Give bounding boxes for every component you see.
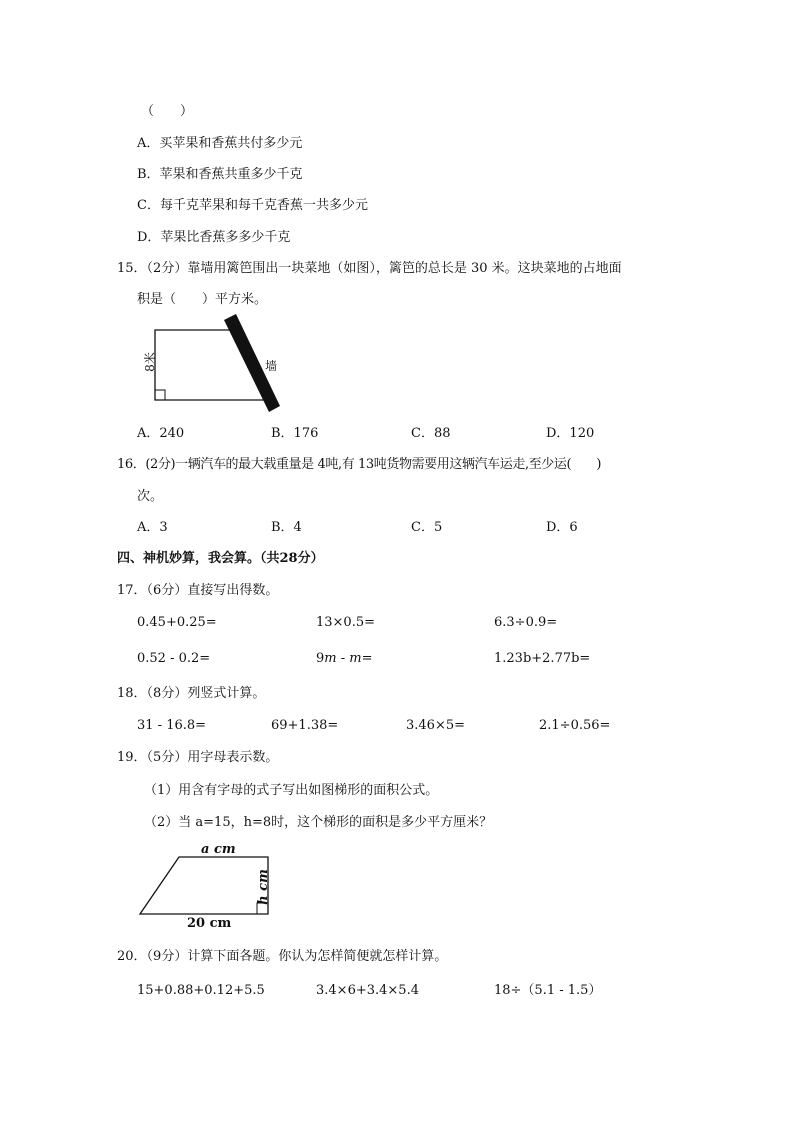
q15-stem-line2: 积是（ ）平方米。 bbox=[137, 292, 268, 307]
q19-fig-side-label: h cm bbox=[255, 869, 271, 905]
q19-sub2: （2）当 a=15，h=8时，这个梯形的面积是多少平方厘米？ bbox=[144, 815, 493, 830]
q15-fig-side-label: 8米 bbox=[142, 352, 157, 372]
q15-option-b: B．176 bbox=[271, 426, 319, 441]
section-4-title: 四、神机妙算，我会算。（共28分） bbox=[117, 551, 324, 566]
q14-option-a: A．买苹果和香蕉共付多少元 bbox=[137, 136, 303, 151]
q16-stem-line2: 次。 bbox=[137, 489, 164, 504]
q18-item-3: 3.46×5= bbox=[406, 718, 466, 733]
right-angle-mark bbox=[155, 390, 165, 400]
q19-sub1: （1）用含有字母的式子写出如图梯形的面积公式。 bbox=[144, 783, 439, 798]
q17-stem: 17．（6分）直接写出得数。 bbox=[117, 583, 279, 598]
q14-paren: （ ） bbox=[141, 104, 194, 119]
q20-item-1: 15+0.88+0.12+5.5 bbox=[137, 983, 265, 998]
q18-item-1: 31 - 16.8= bbox=[137, 718, 207, 733]
q18-item-2: 69+1.38= bbox=[271, 718, 339, 733]
q18-stem: 18．（8分）列竖式计算。 bbox=[117, 686, 266, 701]
q17-item-5: 9m - m= bbox=[316, 651, 373, 666]
q16-stem-line1: 16．(2分)一辆汽车的最大载重量是 4吨,有 13吨货物需要用这辆汽车运走,至少运( ) bbox=[117, 457, 602, 472]
q16-option-d: D．6 bbox=[546, 520, 578, 535]
q14-option-b: B．苹果和香蕉共重多少千克 bbox=[137, 167, 303, 182]
q17-item-4: 0.52 - 0.2= bbox=[137, 651, 211, 666]
q17-item-3: 6.3÷0.9= bbox=[494, 615, 558, 630]
q20-stem: 20．（9分）计算下面各题。你认为怎样简便就怎样计算。 bbox=[117, 949, 448, 964]
q14-option-c: C．每千克苹果和每千克香蕉一共多少元 bbox=[137, 198, 368, 213]
q20-item-2: 3.4×6+3.4×5.4 bbox=[316, 983, 419, 998]
q16-option-b: B．4 bbox=[271, 520, 302, 535]
q19-stem: 19．（5分）用字母表示数。 bbox=[117, 750, 279, 765]
q17-item-1: 0.45+0.25= bbox=[137, 615, 217, 630]
trapezoid-outline bbox=[140, 857, 268, 914]
q15-stem-line1: 15．（2分）靠墙用篱笆围出一块菜地（如图），篱笆的总长是 30 米。这块菜地的占地面 bbox=[117, 261, 622, 276]
q19-fig-bottom-label: 20 cm bbox=[187, 916, 232, 931]
q15-option-d: D．120 bbox=[546, 426, 595, 441]
q16-option-a: A．3 bbox=[137, 520, 168, 535]
q15-fig-wall-label: 墙 bbox=[265, 359, 278, 373]
q18-item-4: 2.1÷0.56= bbox=[539, 718, 611, 733]
q15-option-a: A．240 bbox=[137, 426, 185, 441]
q16-option-c: C．5 bbox=[411, 520, 443, 535]
q19-fig-top-label: a cm bbox=[201, 842, 236, 857]
q17-item-6: 1.23b+2.77b= bbox=[494, 651, 591, 666]
q17-item-2: 13×0.5= bbox=[316, 615, 376, 630]
q14-option-d: D．苹果比香蕉多多少千克 bbox=[137, 230, 291, 245]
q20-item-3: 18÷（5.1 - 1.5） bbox=[494, 983, 602, 998]
q15-option-c: C．88 bbox=[411, 426, 451, 441]
q19-trapezoid-figure bbox=[135, 850, 275, 920]
